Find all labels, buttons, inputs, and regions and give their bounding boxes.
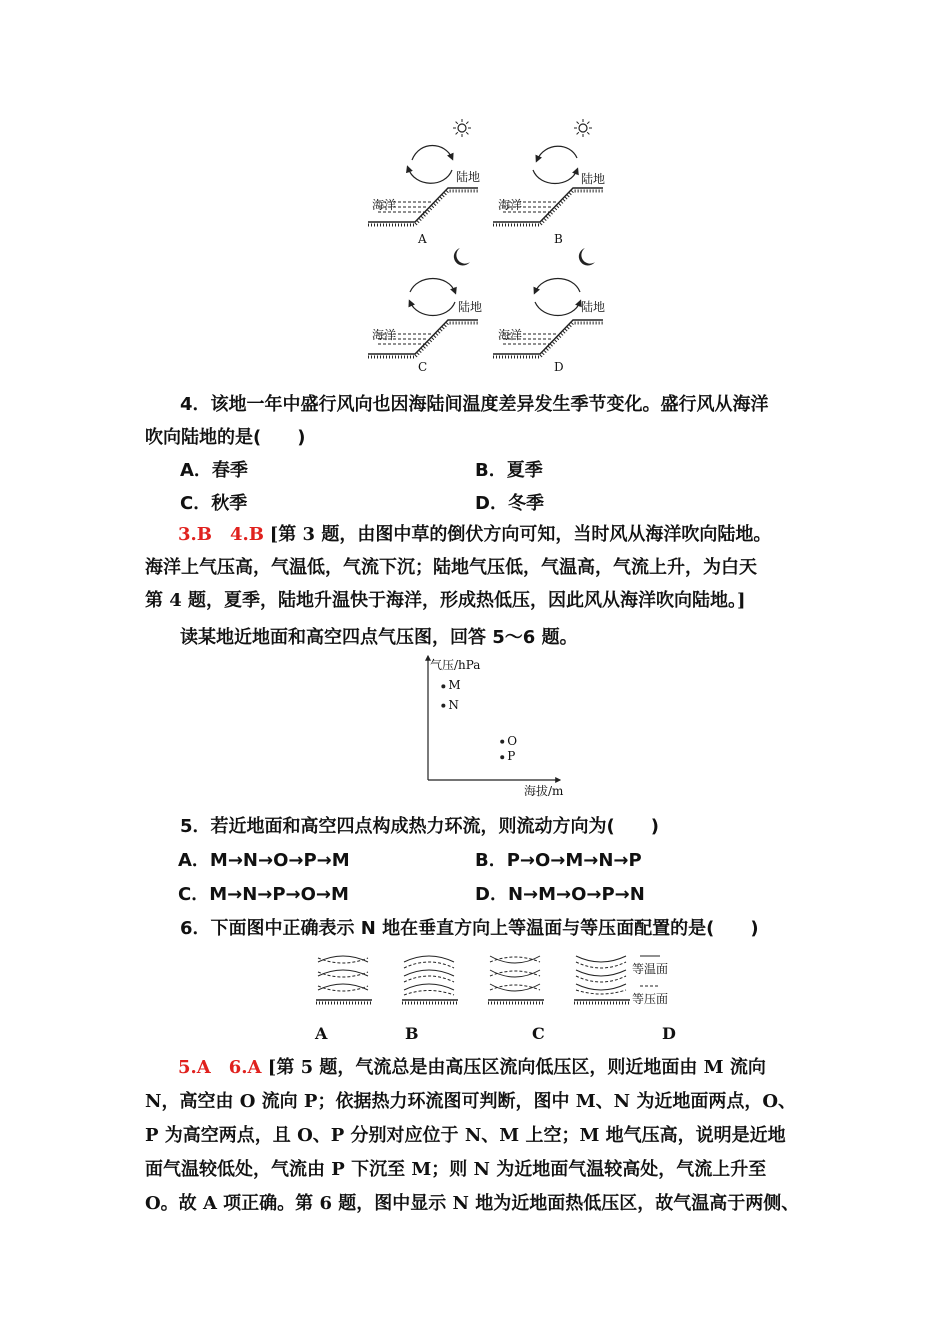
answer56-line2: N，高空由 O 流向 P；依据热力环流图可判断，图中 M、N 为近地面两点，O、 — [145, 1091, 797, 1112]
point-label-m: M — [448, 678, 461, 693]
point-m — [441, 684, 445, 688]
isotherm-isobar-figure — [310, 948, 690, 1010]
legend-isotherm-label: 等温面 — [632, 962, 669, 976]
option-b-diagram — [402, 956, 458, 1003]
answer34-key: 3.B 4.B — [178, 524, 265, 545]
panel-label: C — [418, 360, 428, 374]
q6-stem: 6．下面图中正确表示 N 地在垂直方向上等温面与等压面配置的是( ) — [180, 918, 759, 939]
answer56-text1: [第 5 题，气流总是由高压区流向低压区，则近地面由 M 流向 — [267, 1057, 766, 1078]
q4-option-d: D．冬季 — [475, 493, 544, 514]
pressure-chart-svg — [420, 652, 570, 802]
option-a-label: A — [315, 1024, 328, 1043]
q4-option-b: B．夏季 — [475, 460, 543, 481]
ocean-label: 海洋 — [498, 198, 523, 212]
point-n — [441, 704, 445, 708]
answer34-text1: [第 3 题，由图中草的倒伏方向可知，当时风从海洋吹向陆地。 — [269, 524, 772, 545]
panel-label: D — [554, 360, 564, 374]
ocean-label: 海洋 — [498, 328, 523, 342]
sun-icon — [574, 119, 592, 137]
q5-option-d: D．N→M→O→P→N — [475, 884, 645, 905]
answer56-line3: P 为高空两点，且 O、P 分别对应位于 N、M 上空；M 地气压高，说明是近地 — [145, 1125, 786, 1146]
point-label-n: N — [448, 697, 459, 712]
land-label: 陆地 — [581, 172, 606, 186]
option-c-diagram — [488, 956, 544, 1003]
answer34-line1 — [178, 519, 771, 551]
legend-isobar-label: 等压面 — [632, 992, 669, 1006]
q5-option-c: C．M→N→P→O→M — [178, 884, 349, 905]
intro56: 读某地近地面和高空四点气压图，回答 5～6 题。 — [180, 627, 578, 648]
option-d-label: D — [662, 1024, 676, 1043]
land-label: 陆地 — [458, 300, 483, 314]
answer56-line1 — [178, 1052, 766, 1084]
q5-option-b: B．P→O→M→N→P — [475, 850, 642, 871]
option-d-diagram — [574, 956, 630, 1003]
sea-land-breeze-figure — [360, 110, 630, 380]
sun-icon — [453, 119, 471, 137]
q4-stem-line2: 吹向陆地的是( ) — [145, 427, 306, 448]
y-axis-label: 气压/hPa — [430, 658, 481, 672]
point-p — [500, 755, 504, 759]
panel-label: A — [418, 232, 427, 246]
q4-option-a: A．春季 — [180, 460, 248, 481]
x-axis-label: 海拔/m — [524, 784, 564, 798]
point-label-p: P — [507, 749, 516, 764]
moon-icon — [454, 248, 470, 266]
q4-stem-line1: 4．该地一年中盛行风向也因海陆间温度差异发生季节变化。盛行风从海洋 — [180, 394, 769, 415]
option-a-diagram — [316, 956, 372, 1003]
ocean-label: 海洋 — [372, 328, 397, 342]
option-c-label: C — [532, 1024, 545, 1043]
land-label: 陆地 — [456, 170, 481, 184]
moon-icon — [579, 248, 595, 266]
option-b-label: B — [405, 1024, 419, 1043]
answer34-line2: 海洋上气压高，气温低，气流下沉；陆地气压低，气温高，气流上升，为白天 — [145, 557, 757, 578]
ocean-label: 海洋 — [372, 198, 397, 212]
panel-label: B — [554, 232, 563, 246]
sea-land-breeze-svg — [360, 110, 630, 380]
q5-stem: 5．若近地面和高空四点构成热力环流，则流动方向为( ) — [180, 816, 659, 837]
answer56-line5: O。故 A 项正确。第 6 题，图中显示 N 地为近地面热低压区，故气温高于两侧、 — [145, 1193, 800, 1214]
land-label: 陆地 — [581, 300, 606, 314]
pressure-chart — [420, 652, 570, 802]
answer56-line4: 面气温较低处，气流由 P 下沉至 M；则 N 为近地面气温较高处，气流上升至 — [145, 1159, 767, 1180]
point-o — [500, 740, 504, 744]
q4-option-c: C．秋季 — [180, 493, 248, 514]
answer56-key: 5.A 6.A — [178, 1057, 262, 1078]
q5-option-a: A．M→N→O→P→M — [178, 850, 350, 871]
point-label-o: O — [507, 733, 518, 748]
answer34-line3: 第 4 题，夏季，陆地升温快于海洋，形成热低压，因此风从海洋吹向陆地。] — [145, 590, 746, 611]
